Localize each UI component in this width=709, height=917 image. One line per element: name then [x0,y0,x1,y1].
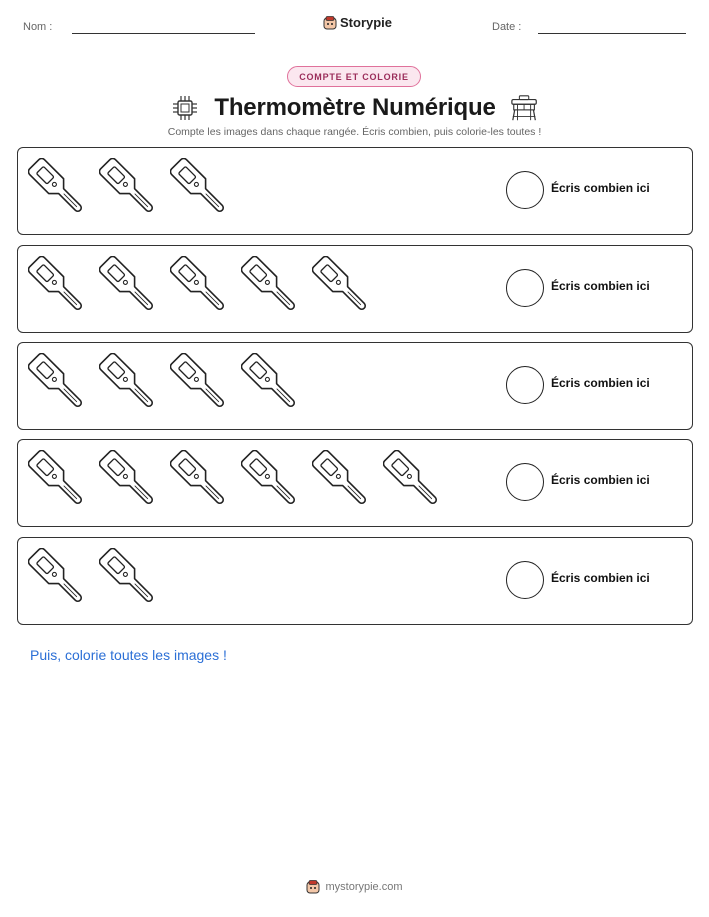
name-label: Nom : [23,21,53,33]
picture-group [28,254,383,326]
thermometer-icon[interactable] [170,448,241,520]
answer-circle[interactable] [506,561,544,599]
thermometer-icon[interactable] [99,448,170,520]
thermometer-icon[interactable] [241,254,312,326]
storypie-logo-icon [323,16,337,30]
picture-group [28,448,454,520]
thermometer-icon[interactable] [170,254,241,326]
thermometer-icon[interactable] [170,351,241,423]
footer-note: Puis, colorie toutes les images ! [30,647,227,663]
thermometer-icon[interactable] [312,448,383,520]
site-url: mystorypie.com [325,881,403,893]
thermometer-icon[interactable] [312,254,383,326]
answer-circle[interactable] [506,269,544,307]
thermometer-icon[interactable] [170,156,241,228]
thermometer-icon[interactable] [99,546,170,618]
counting-row-3 [17,342,693,430]
thermometer-icon[interactable] [28,546,99,618]
sewing-machine-icon [510,93,540,123]
thermometer-icon[interactable] [99,351,170,423]
thermometer-icon[interactable] [241,448,312,520]
thermometer-icon[interactable] [99,254,170,326]
thermometer-icon[interactable] [28,254,99,326]
thermometer-icon[interactable] [28,351,99,423]
counting-row-5 [17,537,693,625]
thermometer-icon[interactable] [241,351,312,423]
name-line[interactable] [72,33,255,34]
answer-label: Écris combien ici [551,571,650,585]
answer-label: Écris combien ici [551,181,650,195]
thermometer-icon[interactable] [99,156,170,228]
microchip-icon [170,93,200,123]
thermometer-icon[interactable] [28,156,99,228]
answer-label: Écris combien ici [551,473,650,487]
thermometer-icon[interactable] [28,448,99,520]
answer-circle[interactable] [506,366,544,404]
thermometer-icon[interactable] [383,448,454,520]
activity-badge: COMPTE ET COLORIE [287,66,421,87]
picture-group [28,351,312,423]
picture-group [28,156,241,228]
title-block [160,90,550,126]
instructions: Compte les images dans chaque rangée. Écris combien, puis colorie-les toutes ! [167,126,542,138]
counting-row-4 [17,439,693,527]
answer-label: Écris combien ici [551,376,650,390]
date-line[interactable] [538,33,686,34]
site-footer [0,880,709,894]
date-label: Date : [492,21,522,33]
answer-circle[interactable] [506,171,544,209]
storypie-logo-icon [306,880,320,894]
picture-group [28,546,170,618]
counting-row-2 [17,245,693,333]
answer-label: Écris combien ici [551,279,650,293]
brand-name: Storypie [340,15,393,30]
answer-circle[interactable] [506,463,544,501]
page-title: Thermomètre Numérique [214,94,496,121]
counting-row-1 [17,147,693,235]
brand-logo [323,15,392,30]
